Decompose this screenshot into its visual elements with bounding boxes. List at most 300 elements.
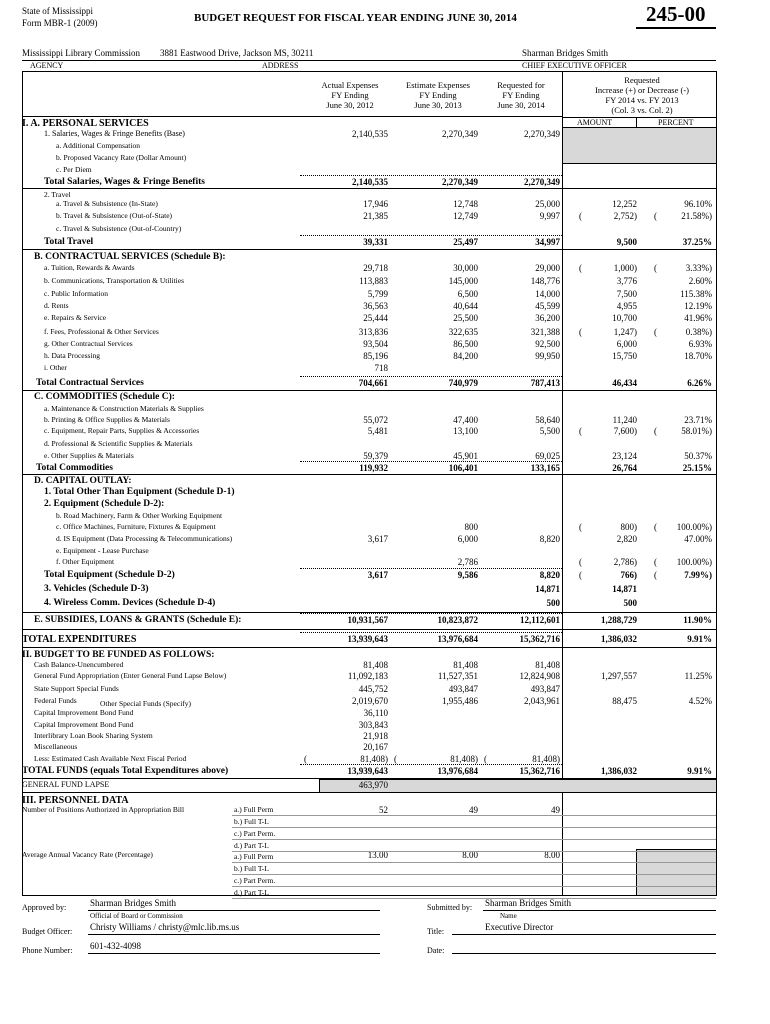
cell-c4: 1,288,729	[601, 615, 637, 625]
cell-c5: 100.00%)	[676, 557, 712, 567]
personnel-row-line	[232, 815, 716, 816]
cell-c2: 800	[464, 522, 478, 532]
row-label: d. IS Equipment (Data Processing & Telecommunications)	[56, 534, 233, 543]
cell-c3: 34,997	[535, 237, 560, 247]
cell-c1: 81,408)	[360, 754, 388, 764]
cell-c3: 2,270,349	[524, 129, 560, 139]
cell-c2: 12,749	[453, 211, 478, 221]
cell-c3: 2,043,961	[524, 696, 560, 706]
cell-c1: 10,931,567	[347, 615, 388, 625]
cell-c1: 2,019,670	[352, 696, 388, 706]
cell-c1: 718	[374, 363, 388, 373]
personnel-row-line	[232, 839, 716, 840]
form-number: Form MBR-1 (2009)	[22, 18, 98, 28]
title-value: Executive Director	[485, 922, 554, 932]
cell-c3: 49	[551, 805, 560, 815]
cell-c2: 493,847	[448, 684, 478, 694]
personnel-sub-label: b.) Full T-L	[234, 817, 269, 826]
cell-c4: 9,500	[616, 237, 637, 247]
row-label: f. Other Equipment	[56, 557, 115, 566]
row-label: h. Data Processing	[44, 351, 101, 360]
budget-officer-value: Christy Williams / christy@mlc.lib.ms.us	[90, 922, 240, 932]
total-underline	[300, 764, 562, 765]
row-label: I. A. PERSONAL SERVICES	[22, 118, 149, 129]
table-top-border	[22, 71, 716, 72]
submitted-by-label: Submitted by:	[427, 903, 473, 912]
row-label: e. Repairs & Service	[44, 313, 107, 322]
cell-c4: 1,247)	[613, 327, 637, 337]
cell-c1: 25,444	[363, 313, 388, 323]
cell-c3: 45,599	[535, 301, 560, 311]
amount-percent-divider	[636, 117, 637, 127]
row-label: Total Equipment (Schedule D-2)	[44, 570, 175, 580]
cell-c3: 36,200	[535, 313, 560, 323]
approved-by-value: Sharman Bridges Smith	[90, 898, 176, 908]
row-separator	[22, 792, 716, 793]
cell-c2: 9,586	[457, 570, 478, 580]
row-label: b. Printing & Office Supplies & Materials	[44, 415, 170, 424]
row-label: B. CONTRACTUAL SERVICES (Schedule B):	[34, 252, 226, 262]
row-separator	[22, 249, 716, 250]
form-code: 245-00	[646, 2, 706, 26]
negative-paren: (	[654, 570, 657, 580]
cell-c5: 12.19%	[684, 301, 712, 311]
official-label: Official of Board or Commission	[90, 912, 183, 920]
cell-c5: 50.37%	[684, 451, 712, 461]
cell-c4: 1,297,557	[601, 671, 637, 681]
row-label: Number of Positions Authorized in Appropriation Bill	[22, 805, 185, 814]
cell-c5: 23.71%	[684, 415, 712, 425]
row-label: TOTAL FUNDS (equals Total Expenditures above)	[22, 766, 229, 776]
total-underline	[300, 632, 562, 633]
row-label: 1. Salaries, Wages & Fringe Benefits (Base)	[44, 129, 185, 138]
cell-c4: 7,500	[616, 289, 637, 299]
cell-c5: 7.99%)	[684, 570, 712, 580]
cell-c1: 20,167	[363, 742, 388, 752]
personnel-sub-label: d.) Part T-L	[234, 841, 269, 850]
cell-c1: 445,752	[358, 684, 388, 694]
cell-c3: 493,847	[530, 684, 560, 694]
col-header-actual: Actual Expenses FY Ending June 30, 2012	[321, 80, 379, 110]
cell-c1: 5,799	[367, 289, 388, 299]
approved-line	[88, 910, 380, 911]
cell-c4: 4,955	[616, 301, 637, 311]
table-bottom-border	[22, 895, 716, 896]
row-separator	[22, 390, 716, 391]
col-header-change: Requested Increase (+) or Decrease (-) FY 2014 vs. FY 2013 (Col. 3 vs. Col. 2)	[595, 75, 689, 115]
cell-c2: 11,527,351	[437, 671, 478, 681]
row-label: 2. Travel	[44, 190, 71, 199]
total-underline	[300, 461, 562, 462]
row-label: e. Other Supplies & Materials	[44, 451, 134, 460]
date-label: Date:	[427, 946, 445, 955]
negative-paren: (	[654, 327, 657, 337]
col-header-estimate: Estimate Expenses FY Ending June 30, 2013	[406, 80, 470, 110]
cell-c2: 2,270,349	[442, 129, 478, 139]
cell-c3: 12,824,908	[519, 671, 560, 681]
row-separator	[22, 778, 716, 779]
cell-c3: 787,413	[530, 378, 560, 388]
cell-c5: 4.52%	[688, 696, 712, 706]
cell-c4: 7,600)	[613, 426, 637, 436]
negative-paren: (	[579, 327, 582, 337]
personnel-row-line	[232, 898, 716, 899]
row-label: b. Communications, Transportation & Utilities	[44, 276, 185, 285]
row-label: a. Tuition, Rewards & Awards	[44, 263, 135, 272]
row-label: a. Travel & Subsistence (In-State)	[56, 199, 158, 208]
ceo-label: CHIEF EXECUTIVE OFFICER	[522, 61, 627, 70]
cell-c1: 3,617	[367, 534, 388, 544]
cell-c1: 29,718	[363, 263, 388, 273]
cell-c3: 14,871	[535, 584, 560, 594]
approved-by-label: Approved by:	[22, 903, 67, 912]
phone-label: Phone Number:	[22, 946, 73, 955]
cell-c3: 92,500	[535, 339, 560, 349]
negative-paren: (	[579, 263, 582, 273]
personnel-sub-label: a.) Full Perm	[234, 805, 274, 814]
cell-c1: 463,970	[358, 780, 388, 790]
negative-paren: (	[579, 570, 582, 580]
row-label: Capital Improvement Bond Fund	[34, 708, 134, 717]
address-label: ADDRESS	[262, 61, 299, 70]
cell-c4: 3,776	[616, 276, 637, 286]
date-line	[452, 953, 716, 954]
row-label: Total Contractual Services	[36, 378, 144, 388]
ceo-name: Sharman Bridges Smith	[522, 48, 608, 58]
code-underline	[636, 27, 716, 29]
cell-c1: 2,140,535	[352, 129, 388, 139]
cell-c4: 14,871	[612, 584, 637, 594]
cell-c4: 2,820	[616, 534, 637, 544]
cell-c5: 21.58%)	[681, 211, 712, 221]
row-label: Total Salaries, Wages & Fringe Benefits	[44, 177, 205, 187]
state-label: State of Mississippi	[22, 6, 94, 16]
row-label: State Support Special Funds	[34, 684, 119, 693]
cell-c2: 10,823,872	[437, 615, 478, 625]
cell-c5: 58.01%)	[681, 426, 712, 436]
cell-c3: 15,362,716	[519, 634, 560, 644]
cell-c1: 11,092,183	[347, 671, 388, 681]
cell-c1: 21,918	[363, 731, 388, 741]
cell-c3: 500	[546, 598, 560, 608]
cell-c4: 2,786)	[613, 557, 637, 567]
agency-name: Mississippi Library Commission	[22, 48, 141, 58]
title-line	[452, 934, 716, 935]
cell-c5: 9.91%	[687, 634, 712, 644]
row-label: g. Other Contractual Services	[44, 339, 133, 348]
cell-c2: 30,000	[453, 263, 478, 273]
negative-paren: (	[579, 522, 582, 532]
cell-c5: 11.25%	[684, 671, 712, 681]
cell-c5: 0.38%)	[685, 327, 712, 337]
cell-c4: 23,124	[612, 451, 637, 461]
cell-c4: 6,000	[616, 339, 637, 349]
cell-c2: 86,500	[453, 339, 478, 349]
cell-c5: 47.00%	[684, 534, 712, 544]
cell-c5: 2.60%	[688, 276, 712, 286]
cell-c1: 303,843	[358, 720, 388, 730]
row-label: a. Additional Compensation	[56, 141, 140, 150]
cell-c4: 15,750	[612, 351, 637, 361]
cell-c4: 1,000)	[613, 263, 637, 273]
cell-c4: 1,386,032	[601, 766, 637, 776]
cell-c4: 26,764	[612, 463, 637, 473]
submitted-line	[483, 910, 716, 911]
personnel-row-line	[232, 851, 716, 852]
row-label: E. SUBSIDIES, LOANS & GRANTS (Schedule E):	[34, 615, 242, 625]
row-label: c. Per Diem	[56, 165, 92, 174]
cell-c1: 13,939,643	[347, 634, 388, 644]
personnel-sub-label: c.) Part Perm.	[234, 876, 276, 885]
cell-c5: 18.70%	[684, 351, 712, 361]
cell-c1: 2,140,535	[352, 177, 388, 187]
total-underline	[300, 613, 562, 614]
budget-officer-line	[88, 934, 380, 935]
cell-c5: 11.90%	[683, 615, 712, 625]
row-label: Cash Balance-Unencumbered	[34, 660, 124, 669]
cell-c2: 145,000	[448, 276, 478, 286]
cell-c2: 8.00	[462, 850, 478, 860]
cell-c5: 100.00%)	[676, 522, 712, 532]
row-label: General Fund Appropriation (Enter General Fund Lapse Below)	[34, 671, 227, 680]
cell-c3: 29,000	[535, 263, 560, 273]
cell-c5: 3.33%)	[685, 263, 712, 273]
row-label: e. Equipment - Lease Purchase	[56, 546, 149, 555]
cell-c3: 15,362,716	[519, 766, 560, 776]
cell-c3: 69,025	[535, 451, 560, 461]
cell-c2: 84,200	[453, 351, 478, 361]
cell-c1: 704,661	[358, 378, 388, 388]
cell-c5: 25.15%	[682, 463, 712, 473]
cell-c4: 88,475	[612, 696, 637, 706]
shaded-area-vacancy	[636, 849, 717, 896]
cell-c2: 2,786	[457, 557, 478, 567]
cell-c2: 13,976,684	[437, 634, 478, 644]
other-special-funds-label: Other Special Funds (Specify)	[100, 699, 192, 708]
col-header-percent: PERCENT	[658, 118, 694, 127]
title-label: Title:	[427, 927, 445, 936]
submitted-by-value: Sharman Bridges Smith	[485, 898, 571, 908]
cell-c2: 49	[469, 805, 478, 815]
negative-paren: (	[394, 754, 397, 764]
negative-paren: (	[654, 557, 657, 567]
personnel-row-line	[232, 862, 716, 863]
row-label: D. CAPITAL OUTLAY:	[34, 476, 132, 486]
cell-c4: 2,752)	[613, 211, 637, 221]
negative-paren: (	[579, 557, 582, 567]
row-label: a. Maintenance & Construction Materials & Supplies	[44, 404, 204, 413]
personnel-sub-label: b.) Full T-L	[234, 864, 269, 873]
row-label: 4. Wireless Comm. Devices (Schedule D-4)	[44, 598, 216, 608]
row-label: d. Professional & Scientific Supplies & Materials	[44, 439, 193, 448]
phone-line	[88, 953, 380, 954]
row-label: b. Proposed Vacancy Rate (Dollar Amount)	[56, 153, 187, 162]
row-label: d. Rents	[44, 301, 69, 310]
cell-c2: 13,100	[453, 426, 478, 436]
cell-c1: 52	[379, 805, 388, 815]
cell-c3: 2,270,349	[524, 177, 560, 187]
negative-paren: (	[579, 211, 582, 221]
personnel-row-line	[232, 886, 716, 887]
row-label: Total Travel	[44, 237, 94, 247]
row-label: 1. Total Other Than Equipment (Schedule D-1)	[44, 487, 235, 497]
cell-c1: 113,883	[359, 276, 388, 286]
cell-c2: 81,408	[453, 660, 478, 670]
negative-paren: (	[304, 754, 307, 764]
cell-c1: 93,504	[363, 339, 388, 349]
cell-c3: 58,640	[535, 415, 560, 425]
row-label: c. Public Information	[44, 289, 108, 298]
row-label: Less: Estimated Cash Available Next Fiscal Period	[34, 754, 187, 763]
cell-c4: 11,240	[612, 415, 637, 425]
cell-c1: 119,932	[359, 463, 388, 473]
row-separator	[22, 188, 716, 189]
cell-c1: 17,946	[363, 199, 388, 209]
cell-c2: 25,497	[453, 237, 478, 247]
row-label: TOTAL EXPENDITURES	[22, 634, 137, 645]
cell-c2: 6,000	[457, 534, 478, 544]
negative-paren: (	[579, 426, 582, 436]
cell-c3: 25,000	[535, 199, 560, 209]
row-label: C. COMMODITIES (Schedule C):	[34, 392, 175, 402]
cell-c4: 500	[623, 598, 637, 608]
personnel-sub-label: a.) Full Perm	[234, 852, 274, 861]
col-header-amount: AMOUNT	[577, 118, 613, 127]
row-label: III. PERSONNEL DATA	[22, 795, 129, 806]
row-label: Total Commodities	[36, 463, 113, 473]
agency-label: AGENCY	[30, 61, 64, 70]
row-separator	[22, 116, 562, 117]
row-label: Average Annual Vacancy Rate (Percentage)	[22, 850, 153, 859]
cell-c2: 6,500	[457, 289, 478, 299]
change-col-divider	[562, 71, 563, 895]
personnel-row-line	[232, 874, 716, 875]
cell-c2: 1,955,486	[442, 696, 478, 706]
cell-c5: 9.91%	[687, 766, 712, 776]
cell-c1: 36,110	[363, 708, 388, 718]
cell-c3: 99,950	[535, 351, 560, 361]
row-label: 2. Equipment (Schedule D-2):	[44, 499, 165, 509]
cell-c4: 12,252	[612, 199, 637, 209]
cell-c5: 37.25%	[682, 237, 712, 247]
cell-c3: 12,112,601	[519, 615, 560, 625]
form-title: BUDGET REQUEST FOR FISCAL YEAR ENDING JUNE 30, 2014	[194, 12, 517, 24]
shaded-area-salaries	[562, 127, 717, 164]
cell-c1: 55,072	[363, 415, 388, 425]
row-label: c. Equipment, Repair Parts, Supplies & Accessories	[44, 426, 200, 435]
cell-c1: 81,408	[363, 660, 388, 670]
agency-address: 3881 Eastwood Drive, Jackson MS, 30211	[160, 48, 314, 58]
total-underline	[300, 568, 562, 569]
cell-c4: 46,434	[612, 378, 637, 388]
cell-c2: 2,270,349	[442, 177, 478, 187]
row-label: f. Fees, Professional & Other Services	[44, 327, 159, 336]
row-label: Federal Funds	[34, 696, 77, 705]
cell-c2: 40,644	[453, 301, 478, 311]
cell-c1: 5,481	[367, 426, 388, 436]
cell-c2: 47,400	[453, 415, 478, 425]
cell-c2: 740,979	[448, 378, 478, 388]
cell-c3: 14,000	[535, 289, 560, 299]
row-label: b. Road Machinery, Farm & Other Working Equipment	[56, 511, 223, 520]
cell-c4: 10,700	[612, 313, 637, 323]
cell-c2: 13,976,684	[437, 766, 478, 776]
total-underline	[300, 376, 562, 377]
cell-c3: 81,408	[535, 660, 560, 670]
cell-c2: 81,408)	[450, 754, 478, 764]
budget-officer-label: Budget Officer:	[22, 927, 73, 936]
cell-c5: 96.10%	[684, 199, 712, 209]
cell-c3: 321,388	[530, 327, 560, 337]
cell-c4: 1,386,032	[601, 634, 637, 644]
phone-value: 601-432-4098	[90, 941, 141, 951]
row-label: 3. Vehicles (Schedule D-3)	[44, 584, 149, 594]
cell-c5: 6.93%	[688, 339, 712, 349]
cell-c5: 41.96%	[684, 313, 712, 323]
negative-paren: (	[654, 522, 657, 532]
cell-c4: 800)	[620, 522, 637, 532]
cell-c3: 8,820	[539, 534, 560, 544]
total-underline	[300, 175, 562, 176]
cell-c3: 148,776	[530, 276, 560, 286]
row-separator	[22, 629, 716, 630]
row-label: GENERAL FUND LAPSE	[22, 780, 110, 789]
row-label: Capital Improvement Bond Fund	[34, 720, 134, 729]
cell-c1: 313,836	[358, 327, 388, 337]
row-separator	[22, 647, 716, 648]
cell-c4: 766)	[620, 570, 637, 580]
row-separator	[22, 474, 716, 475]
cell-c5: 115.38%	[680, 289, 712, 299]
total-underline	[300, 235, 562, 236]
row-label: b. Travel & Subsistence (Out-of-State)	[56, 211, 173, 220]
row-label: Interlibrary Loan Book Sharing System	[34, 731, 153, 740]
cell-c5: 6.26%	[687, 378, 712, 388]
negative-paren: (	[654, 426, 657, 436]
row-label: c. Office Machines, Furniture, Fixtures & Equipment	[56, 522, 216, 531]
row-label: II. BUDGET TO BE FUNDED AS FOLLOWS:	[22, 650, 215, 660]
personnel-sub-label: d.) Part T-L	[234, 888, 269, 897]
cell-c1: 39,331	[363, 237, 388, 247]
cell-c2: 322,635	[448, 327, 478, 337]
row-label: c. Travel & Subsistence (Out-of-Country)	[56, 224, 182, 233]
cell-c2: 25,500	[453, 313, 478, 323]
cell-c1: 21,385	[363, 211, 388, 221]
cell-c3: 9,997	[539, 211, 560, 221]
negative-paren: (	[484, 754, 487, 764]
cell-c1: 13,939,643	[347, 766, 388, 776]
row-label: i. Other	[44, 363, 67, 372]
col-header-requested: Requested for FY Ending June 30, 2014	[497, 80, 545, 110]
cell-c2: 12,748	[453, 199, 478, 209]
cell-c1: 59,379	[363, 451, 388, 461]
table-right-border	[716, 71, 717, 895]
cell-c3: 8,820	[539, 570, 560, 580]
cell-c2: 106,401	[448, 463, 478, 473]
cell-c3: 81,408)	[532, 754, 560, 764]
personnel-sub-label: c.) Part Perm.	[234, 829, 276, 838]
cell-c1: 85,196	[363, 351, 388, 361]
negative-paren: (	[654, 211, 657, 221]
row-label: Miscellaneous	[34, 742, 78, 751]
cell-c1: 36,563	[363, 301, 388, 311]
personnel-row-line	[232, 827, 716, 828]
cell-c3: 5,500	[539, 426, 560, 436]
cell-c3: 8.00	[544, 850, 560, 860]
cell-c1: 3,617	[367, 570, 388, 580]
cell-c2: 45,901	[453, 451, 478, 461]
cell-c3: 133,165	[530, 463, 560, 473]
